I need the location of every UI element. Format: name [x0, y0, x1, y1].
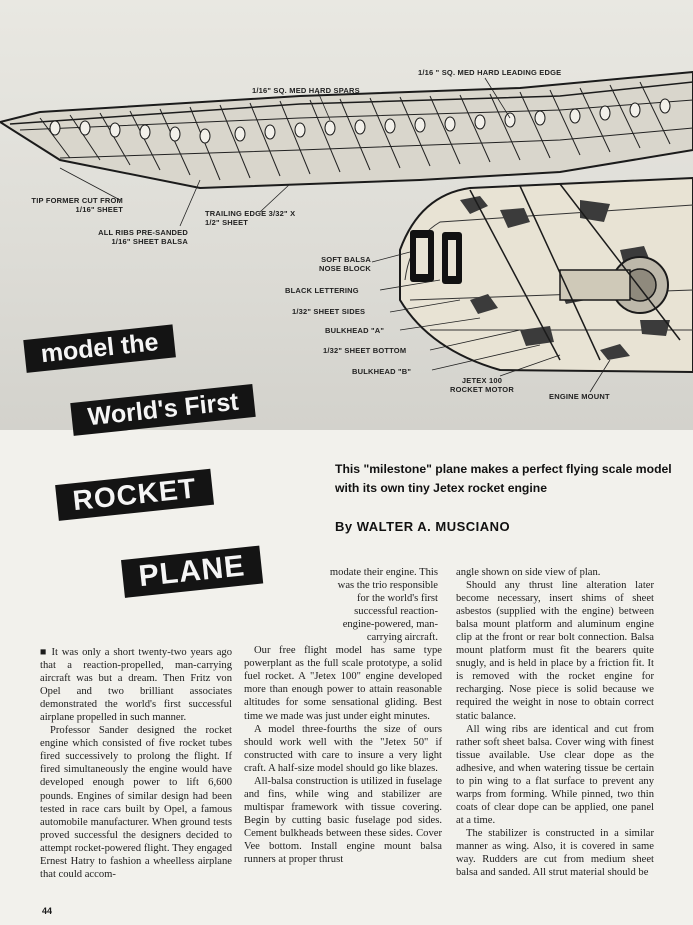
title-line-3: ROCKET	[71, 472, 199, 517]
callout-ribs: ALL RIBS PRE-SANDED 1/16" SHEET BALSA	[98, 228, 188, 246]
article-byline: By WALTER A. MUSCIANO	[335, 519, 511, 534]
callout-bulkhead-a: BULKHEAD "A"	[325, 326, 385, 335]
callout-engine-mount: ENGINE MOUNT	[549, 392, 610, 401]
paragraph: A model three-fourths the size of ours should work well with the "Jetex 50" if constructed with care to insure a very light craft. A half-size model should go like blazes.	[244, 723, 442, 774]
paragraph: All wing ribs are identical and cut from rather soft sheet balsa. Cover wing with finest tissue available. Use clear dope as the adhesive, and when watering tissue be certain to pin wing to a flat surface to prevent any warps from forming. While pinned, two thin coats of clear dope can be applied, one panel at a time.	[456, 723, 654, 826]
title-banner-4	[121, 546, 263, 598]
callout-jetex: JETEX 100 ROCKET MOTOR	[450, 376, 514, 394]
callout-tip-former: TIP FORMER CUT FROM 1/16" SHEET	[31, 196, 123, 214]
paragraph: All-balsa construction is utilized in fuselage and fins, while wing and stabilizer are multispar framework with tissue covering. Begin by cutting basic fuselage pod sides. Cement bulkheads between these sides. Cover Vee bottom. Install engine mount balsa runners at proper thrust	[244, 775, 442, 866]
paragraph: angle shown on side view of plan.	[456, 567, 601, 578]
page-number: 44	[42, 906, 53, 916]
body-column-3	[456, 566, 654, 879]
callout-leading-edge: 1/16 " SQ. MED HARD LEADING EDGE	[418, 68, 562, 77]
paragraph: The stabilizer is constructed in a similar manner as wing. Also, it is covered in same way. Rudders are cut from medium sheet balsa and sanded. All strut material should be	[456, 827, 654, 879]
callout-trailing-edge: TRAILING EDGE 3/32" X 1/2" SHEET	[205, 209, 296, 227]
callout-nose-block: SOFT BALSA NOSE BLOCK	[318, 255, 371, 273]
paragraph: Should any thrust line alteration later become necessary, insert shims of sheet asbestos (supplied with the engine) between balsa mount platform and aluminum engine clip at the front or rear bolt connection. Balsa mount platform must fit the bearers quite snugly, and is held in place by a friction fit. It is removed with the rocket engine for recharging. Nose piece is solid because we required the weight in nose to obtain correct static balance.	[456, 580, 654, 722]
paragraph: Professor Sander designed the rocket engine which consisted of five rocket tubes fired successively to prolong the flight. If fired simultaneously the engine would have developed enough power to lift 6,600 pounds. Engines of similar design had been tested in race cars built by Opel, a famous automobile manufacturer. When ground tests proved successful the designers decided to attempt rocket-powered flight. They engaged Ernest Hatry to fashion a wheelless airplane that could accom-	[40, 725, 232, 880]
title-line-2: World's First	[86, 387, 240, 432]
callout-spars: 1/16" SQ. MED HARD SPARS	[252, 86, 360, 95]
callout-lettering: BLACK LETTERING	[285, 286, 359, 295]
paragraph: Our free flight model has same type powerplant as the full scale prototype, a solid fuel rocket. A "Jetex 100" engine developed more than enough power to attain reasonable altitudes for some sensational gliding. Best time we made was just under eight minutes.	[244, 645, 442, 722]
cutaway-illustration	[0, 0, 693, 430]
title-banner-3	[55, 469, 214, 521]
body-column-1	[40, 646, 232, 881]
paragraph: modate their engine. This was the trio responsible for the world's first successful reaction-engine-powered, man-carrying aircraft.	[329, 567, 438, 644]
callout-sides: 1/32" SHEET SIDES	[292, 307, 366, 316]
article-subtitle: This "milestone" plane makes a perfect flying scale model with its own tiny Jetex rocket engine	[335, 462, 672, 495]
title-line-4: PLANE	[137, 549, 247, 594]
rocket-plane-drawing	[0, 0, 693, 430]
paragraph: ■ It was only a short twenty-two years ago that a reaction-propelled, man-carrying aircraft was but a dream. Then Fritz von Opel and two brilliant associates demonstrated the world's first successful airplane propelled in such manner.	[40, 647, 232, 724]
callout-bulkhead-b: BULKHEAD "B"	[352, 367, 412, 376]
title-line-1: model the	[39, 328, 160, 369]
callout-bottom: 1/32" SHEET BOTTOM	[323, 346, 407, 355]
body-column-2	[244, 566, 442, 866]
